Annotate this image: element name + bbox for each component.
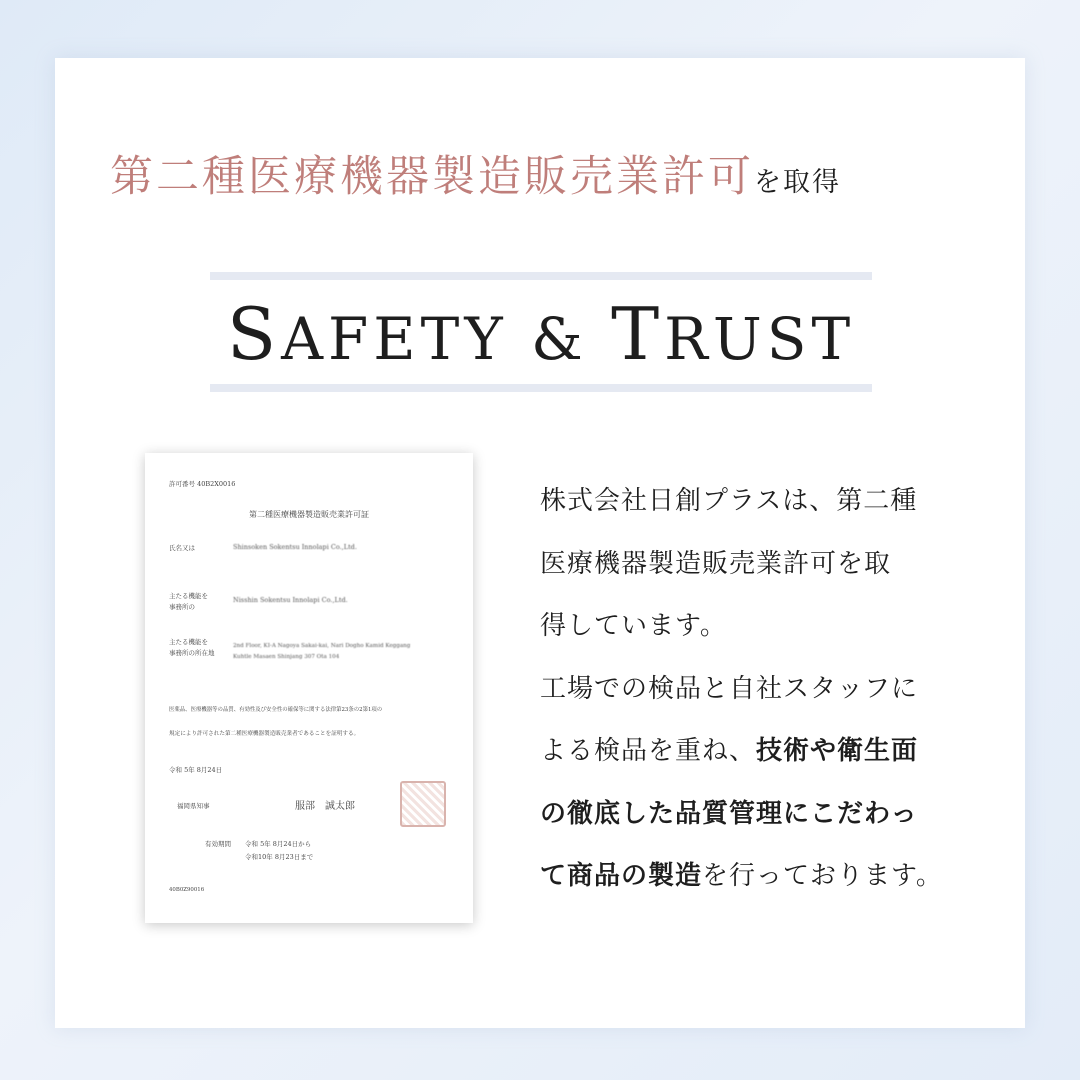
- description-emphasis: 技術や衛生面: [756, 736, 919, 766]
- cert-serial: 40B0Z90016: [169, 887, 205, 893]
- description-line: 医療機器製造販売業許可を取: [540, 548, 892, 579]
- headline-tail: を取得: [754, 167, 841, 198]
- cert-validity-2: 令和10年 8月23日まで: [245, 853, 314, 861]
- cert-name-value: Shinsoken Sokentsu Innolapi Co.,Ltd.: [233, 543, 357, 551]
- description-line: 得しています。: [540, 611, 727, 641]
- description-line: 株式会社日創プラスは、第二種: [540, 486, 918, 516]
- cert-office-label-2: 事務所の: [169, 603, 195, 611]
- cert-body-2: 規定により許可された第二種医療機器製造販売業者であることを証明する。: [169, 731, 360, 737]
- headline: [110, 142, 990, 212]
- cert-issuer-name: 服部 誠太郎: [295, 801, 355, 812]
- cert-addr-label-2: 事務所の所在地: [169, 649, 215, 657]
- cert-validity-label: 有効期間: [205, 840, 231, 848]
- cert-office-value: Nisshin Sokentsu Innolapi Co.,Ltd.: [233, 596, 348, 604]
- description: [540, 470, 980, 908]
- description-emphasis: の徹底した品質管理にこだわっ: [540, 798, 918, 829]
- cert-date: 令和 5年 8月24日: [169, 766, 223, 774]
- description-text: を行っております。: [702, 861, 943, 891]
- cert-addr-value-2: Kuhtle Masaen Shinjang 307 Ota 104: [233, 654, 340, 660]
- description-line: [540, 720, 980, 783]
- cert-body-1: 医薬品、医療機器等の品質、有効性及び安全性の確保等に関する法律第23条の2第1項の: [169, 707, 383, 713]
- headline-accent: 第二種医療機器製造販売業許可: [110, 142, 754, 212]
- description-line: 工場での検品と自社スタッフに: [540, 673, 919, 704]
- slogan-ampersand: &: [531, 305, 588, 373]
- cert-title: 第二種医療機器製造販売業許可証: [249, 510, 369, 519]
- cert-name-label: 氏名又は: [169, 544, 195, 552]
- description-line: [540, 845, 980, 908]
- slogan-safety: AFETY: [281, 305, 508, 373]
- cert-validity-1: 令和 5年 8月24日から: [245, 840, 312, 848]
- cert-number: 許可番号 40B2X0016: [169, 480, 236, 488]
- cert-office-label-1: 主たる機能を: [169, 592, 208, 600]
- divider-top: [210, 272, 872, 280]
- description-emphasis: て商品の製造: [540, 861, 703, 891]
- cert-addr-label-1: 主たる機能を: [169, 638, 208, 646]
- slogan: [210, 290, 872, 378]
- divider-bottom: [210, 384, 872, 392]
- official-seal-icon: [400, 781, 446, 827]
- slogan-cap-s: S: [226, 292, 282, 376]
- cert-addr-value-1: 2nd Floor, KI-A Nagoya Sakai-kai, Nari Dogho Kamid Keggang: [233, 643, 411, 649]
- license-certificate: [145, 453, 473, 923]
- description-text: よる検品を重ね、: [540, 736, 757, 766]
- slogan-trust: RUST: [664, 305, 856, 373]
- slogan-cap-t: T: [611, 292, 665, 376]
- description-line: [540, 783, 980, 846]
- cert-issuer-label: 福岡県知事: [177, 802, 210, 810]
